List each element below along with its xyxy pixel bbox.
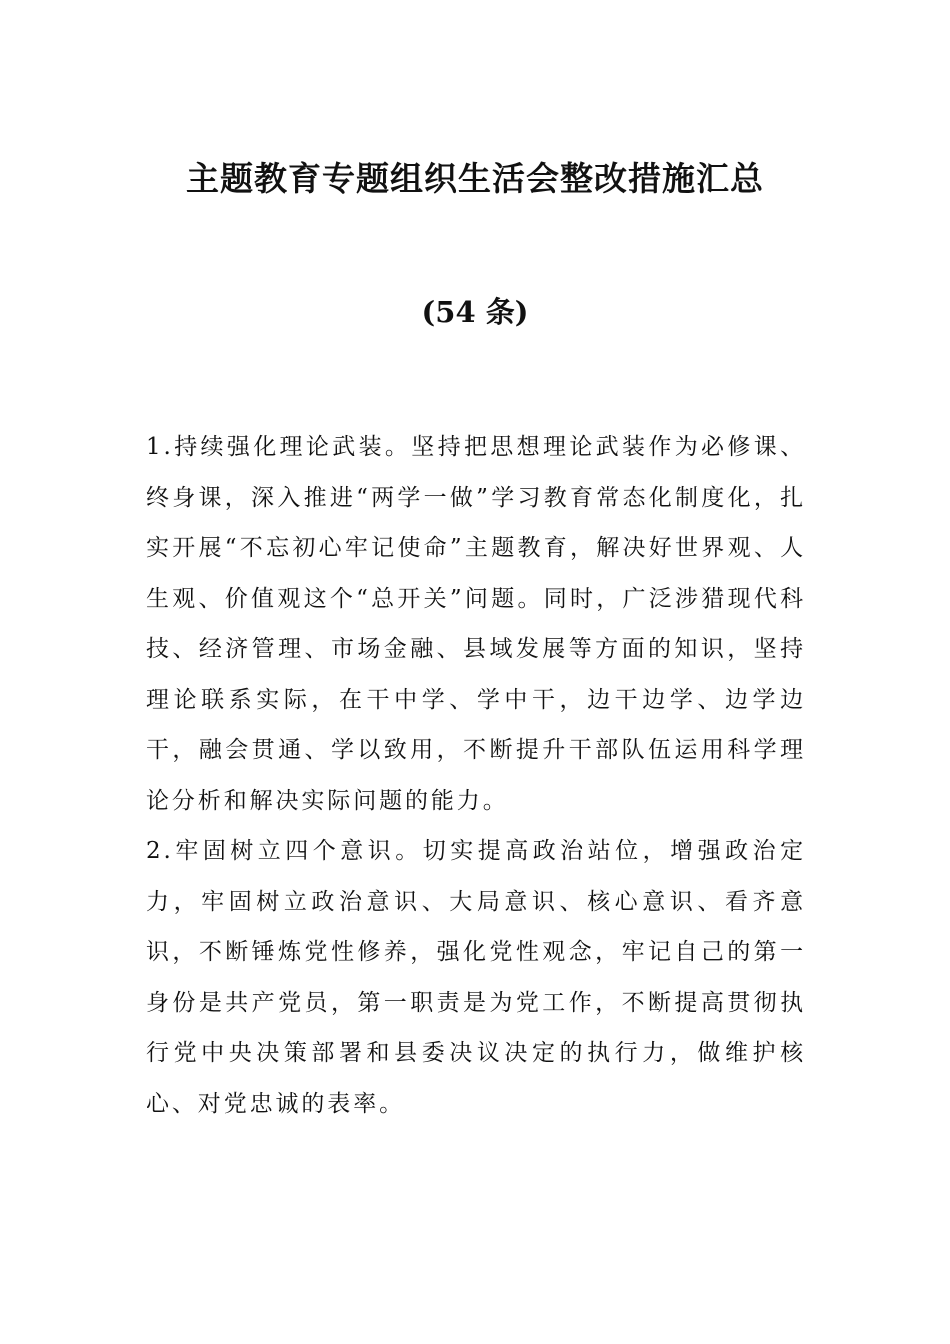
document-body	[146, 422, 806, 1129]
paragraph-1: 1.持续强化理论武装。坚持把思想理论武装作为必修课、终身课，深入推进“两学一做”学习教育常态化制度化，扎实开展“不忘初心牢记使命”主题教育，解决好世界观、人生观、价值观这个“总开关”问题。同时，广泛涉猎现代科技、经济管理、市场金融、县域发展等方面的知识，坚持理论联系实际，在干中学、学中干，边干边学、边学边干，融会贯通、学以致用，不断提升干部队伍运用科学理论分析和解决实际问题的能力。	[146, 434, 806, 814]
paragraph-2: 2.牢固树立四个意识。切实提高政治站位，增强政治定力，牢固树立政治意识、大局意识、核心意识、看齐意识，不断锤炼党性修养，强化党性观念，牢记自己的第一身份是共产党员，第一职责是为党工作，不断提高贯彻执行党中央决策部署和县委决议决定的执行力，做维护核心、对党忠诚的表率。	[146, 838, 806, 1117]
document-title: 主题教育专题组织生活会整改措施汇总	[186, 159, 764, 198]
document-subtitle: (54 条)	[421, 295, 529, 329]
